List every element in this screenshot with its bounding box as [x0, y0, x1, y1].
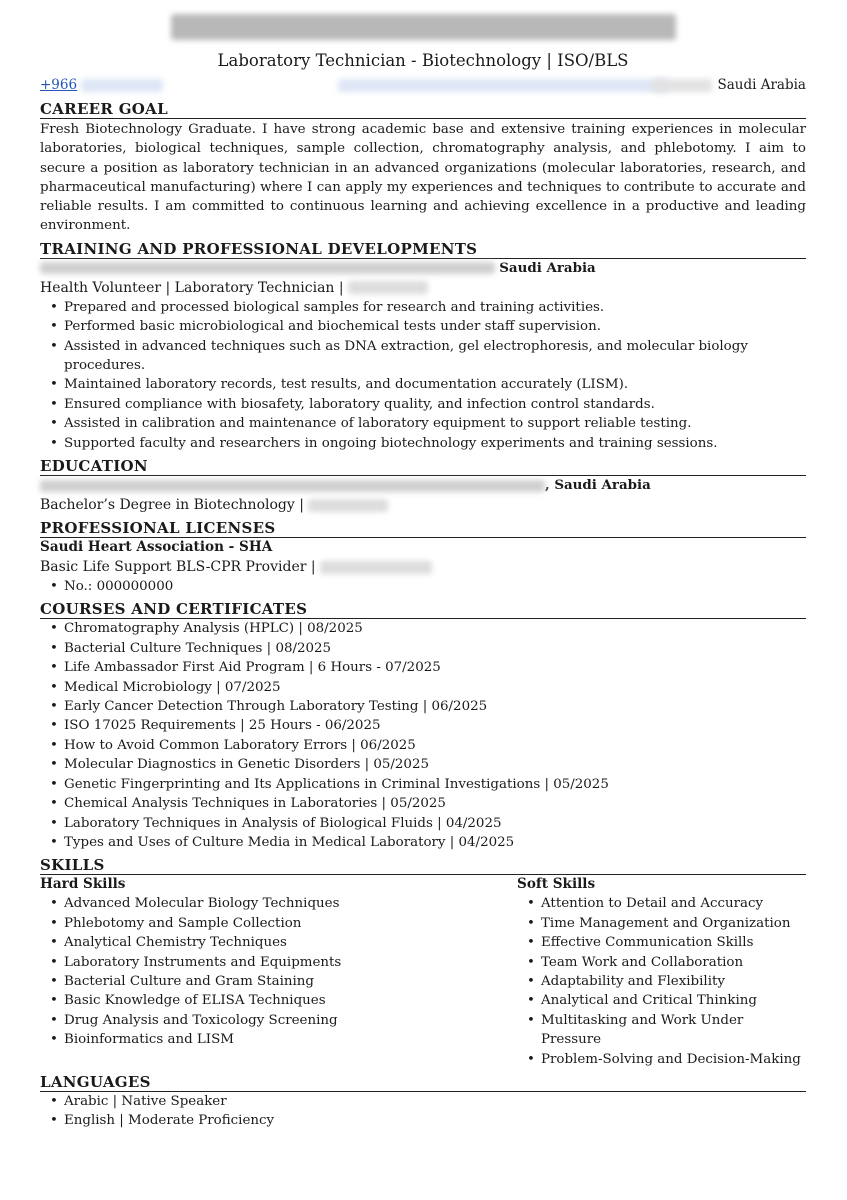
list-item: • Early Cancer Detection Through Laboratory Testing | 06/2025 [64, 697, 806, 716]
education-degree-text: Bachelor’s Degree in Biotechnology | [40, 497, 304, 514]
training-heading: TRAINING AND PROFESSIONAL DEVELOPMENTS [40, 240, 806, 259]
contact-line [40, 74, 806, 96]
list-item: • Basic Knowledge of ELISA Techniques [64, 991, 517, 1010]
list-item: • Supported faculty and researchers in ongoing biotechnology experiments and training sessions. [64, 434, 806, 453]
education-date-redacted [308, 499, 388, 512]
soft-skills-column [517, 875, 806, 1069]
courses-heading: COURSES AND CERTIFICATES [40, 600, 806, 619]
list-item: • Assisted in calibration and maintenance of laboratory equipment to support reliable testing. [64, 414, 806, 433]
skills-columns [40, 875, 806, 1069]
languages-heading: LANGUAGES [40, 1073, 806, 1092]
list-item: • Multitasking and Work Under Pressure [541, 1011, 806, 1050]
license-date-redacted [320, 561, 432, 574]
education-org-line [40, 476, 806, 495]
training-role [40, 278, 806, 298]
list-item: • Attention to Detail and Accuracy [541, 894, 806, 913]
hard-skills-title: Hard Skills [40, 876, 126, 893]
list-item: • Laboratory Instruments and Equipments [64, 953, 517, 972]
list-item: • Chemical Analysis Techniques in Laboratories | 05/2025 [64, 794, 806, 813]
list-item: • Laboratory Techniques in Analysis of Biological Fluids | 04/2025 [64, 814, 806, 833]
training-location: Saudi Arabia [499, 259, 596, 276]
education-org-redacted [40, 480, 545, 492]
list-item: • ISO 17025 Requirements | 25 Hours - 06/2025 [64, 716, 806, 735]
training-list [40, 298, 806, 453]
list-item: • Adaptability and Flexibility [541, 972, 806, 991]
license-title-text: Basic Life Support BLS-CPR Provider | [40, 559, 316, 576]
list-item: • Chromatography Analysis (HPLC) | 08/2025 [64, 619, 806, 638]
training-org-line [40, 259, 806, 278]
list-item: • Molecular Diagnostics in Genetic Disorders | 05/2025 [64, 755, 806, 774]
license-title [40, 557, 806, 577]
list-item: • Life Ambassador First Aid Program | 6 Hours - 07/2025 [64, 658, 806, 677]
training-date-redacted [348, 281, 428, 294]
job-title: Laboratory Technician - Biotechnology | ISO/BLS [217, 51, 629, 70]
education-location: , Saudi Arabia [545, 477, 651, 494]
hard-skills-list [40, 894, 517, 1049]
list-item: • Genetic Fingerprinting and Its Applications in Criminal Investigations | 05/2025 [64, 775, 806, 794]
list-item: • Analytical Chemistry Techniques [64, 933, 517, 952]
training-role-text: Health Volunteer | Laboratory Technician | [40, 279, 344, 296]
list-item: • Maintained laboratory records, test results, and documentation accurately (LISM). [64, 375, 806, 394]
list-item: • Team Work and Collaboration [541, 953, 806, 972]
list-item: • How to Avoid Common Laboratory Errors | 06/2025 [64, 736, 806, 755]
list-item: • No.: 000000000 [64, 577, 806, 596]
candidate-name-redacted [40, 14, 806, 44]
career-goal-heading: CAREER GOAL [40, 100, 806, 119]
list-item: • Medical Microbiology | 07/2025 [64, 678, 806, 697]
list-item: • Performed basic microbiological and biochemical tests under staff supervision. [64, 317, 806, 336]
list-item: • Ensured compliance with biosafety, laboratory quality, and infection control standards. [64, 395, 806, 414]
license-org: Saudi Heart Association - SHA [40, 539, 273, 556]
training-org-redacted [40, 262, 495, 274]
list-item: • Bacterial Culture and Gram Staining [64, 972, 517, 991]
list-item: • Prepared and processed biological samples for research and training activities. [64, 298, 806, 317]
list-item: • Time Management and Organization [541, 914, 806, 933]
soft-skills-list [517, 894, 806, 1069]
phone-redacted [81, 79, 163, 92]
career-goal-text: Fresh Biotechnology Graduate. I have strong academic base and extensive training experiences in molecular laboratories, biological techniques, sample collection, chromatography analysis, and phlebotomy. I aim to secure a position as laboratory technician in an advanced organizations (molecular laboratories, research, and pharmaceutical manufacturing) where I can apply my experiences and techniques to contribute to accurate and reliable results. I am committed to continuous learning and achieving excellence in a productive and leading environment. [40, 122, 806, 234]
license-list [40, 577, 806, 596]
skills-heading: SKILLS [40, 856, 806, 875]
soft-skills-title: Soft Skills [517, 876, 596, 893]
list-item: • Types and Uses of Culture Media in Medical Laboratory | 04/2025 [64, 833, 806, 852]
courses-list [40, 619, 806, 852]
resume-page [40, 14, 806, 1131]
languages-list [40, 1092, 806, 1131]
list-item: • Bacterial Culture Techniques | 08/2025 [64, 639, 806, 658]
email-redacted [338, 79, 668, 92]
list-item: • Advanced Molecular Biology Techniques [64, 894, 517, 913]
hard-skills-column [40, 875, 517, 1069]
list-item: • Bioinformatics and LISM [64, 1030, 517, 1049]
contact-country: Saudi Arabia [717, 77, 806, 93]
list-item: • Assisted in advanced techniques such as DNA extraction, gel electrophoresis, and molecular biology procedures. [64, 337, 806, 376]
list-item: • Problem-Solving and Decision-Making [541, 1050, 806, 1069]
list-item: • Effective Communication Skills [541, 933, 806, 952]
city-redacted [652, 79, 712, 92]
list-item: • Drug Analysis and Toxicology Screening [64, 1011, 517, 1030]
education-heading: EDUCATION [40, 457, 806, 476]
licenses-heading: PROFESSIONAL LICENSES [40, 519, 806, 538]
list-item: • English | Moderate Proficiency [64, 1111, 806, 1130]
education-degree [40, 495, 806, 515]
list-item: • Phlebotomy and Sample Collection [64, 914, 517, 933]
phone-link[interactable]: +966 [40, 77, 78, 93]
list-item: • Arabic | Native Speaker [64, 1092, 806, 1111]
list-item: • Analytical and Critical Thinking [541, 991, 806, 1010]
